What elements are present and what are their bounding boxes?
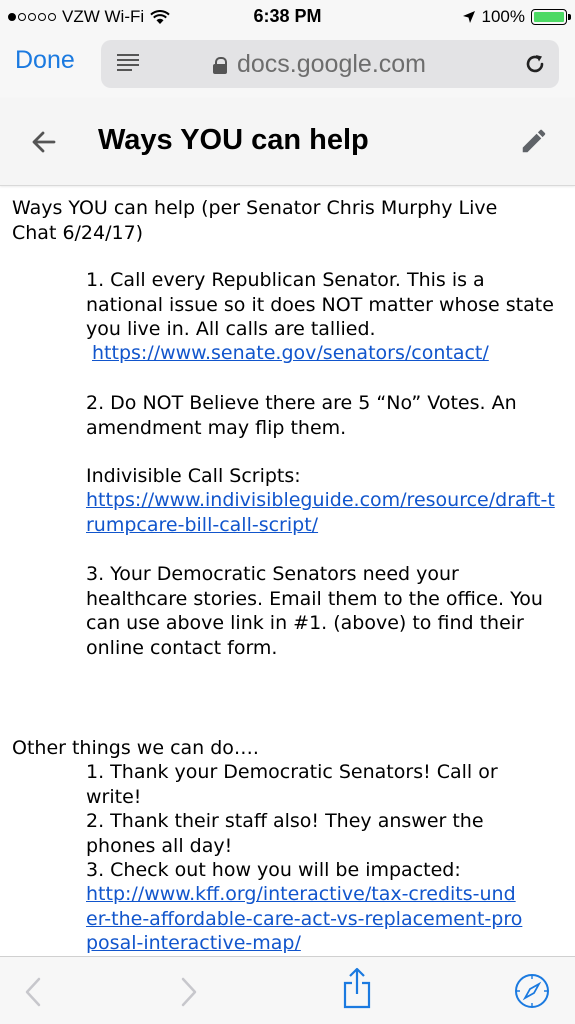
list-item-2: 2. Do NOT Believe there are 5 “No” Votes. An amendment may flip them. xyxy=(86,392,517,439)
url-text: docs.google.com xyxy=(237,50,427,78)
share-icon[interactable] xyxy=(342,967,372,1009)
other-item-3: 3. Check out how you will be impacted: xyxy=(86,859,461,881)
url-field[interactable] xyxy=(101,40,559,88)
senate-contact-link[interactable]: https://www.senate.gov/senators/contact/ xyxy=(92,342,489,364)
doc-title: Ways YOU can help xyxy=(98,124,369,156)
clock: 6:38 PM xyxy=(253,6,322,26)
other-item-1: 1. Thank your Democratic Senators! Call or write! xyxy=(86,761,498,808)
carrier-label: VZW Wi-Fi xyxy=(62,7,145,26)
intro-paragraph: Ways YOU can help (per Senator Chris Murphy Live Chat 6/24/17) xyxy=(12,197,498,244)
status-bar xyxy=(0,0,575,34)
back-arrow-icon[interactable] xyxy=(30,128,58,156)
back-chevron-icon[interactable] xyxy=(24,977,42,1007)
pencil-icon[interactable] xyxy=(519,126,549,156)
compass-icon[interactable] xyxy=(514,973,550,1009)
document-body[interactable] xyxy=(0,186,575,956)
battery-icon xyxy=(531,9,567,25)
bottom-toolbar xyxy=(0,956,575,1024)
browser-address-bar xyxy=(0,34,575,98)
url-display[interactable] xyxy=(213,50,426,79)
kff-map-link[interactable]: http://www.kff.org/interactive/tax-credits-under-the-affordable-care-act-vs-replacement-proposal-interactive-map/ xyxy=(86,883,523,954)
reader-view-icon[interactable] xyxy=(117,54,139,72)
doc-header xyxy=(0,98,575,186)
status-right xyxy=(462,7,567,27)
other-item-2: 2. Thank their staff also! They answer the phones all day! xyxy=(86,810,484,857)
forward-chevron-icon[interactable] xyxy=(180,977,198,1007)
reload-icon[interactable] xyxy=(523,52,547,76)
list-item-3: 3. Your Democratic Senators need your healthcare stories. Email them to the office. You can use above link in #1. (above) to find their online contact form. xyxy=(86,563,543,659)
list-item-1: 1. Call every Republican Senator. This is a national issue so it does NOT matter whose state you live in. All calls are tallied. xyxy=(86,269,554,340)
battery-percent: 100% xyxy=(481,7,525,26)
other-things-heading: Other things we can do…. xyxy=(12,737,259,759)
done-button[interactable]: Done xyxy=(15,46,75,74)
battery-level xyxy=(534,12,564,22)
call-scripts-link[interactable]: https://www.indivisibleguide.com/resource/draft-trumpcare-bill-call-script/ xyxy=(86,489,555,536)
lock-icon xyxy=(213,57,227,73)
location-arrow-icon xyxy=(462,10,476,24)
call-scripts-label: Indivisible Call Scripts: xyxy=(86,465,301,487)
